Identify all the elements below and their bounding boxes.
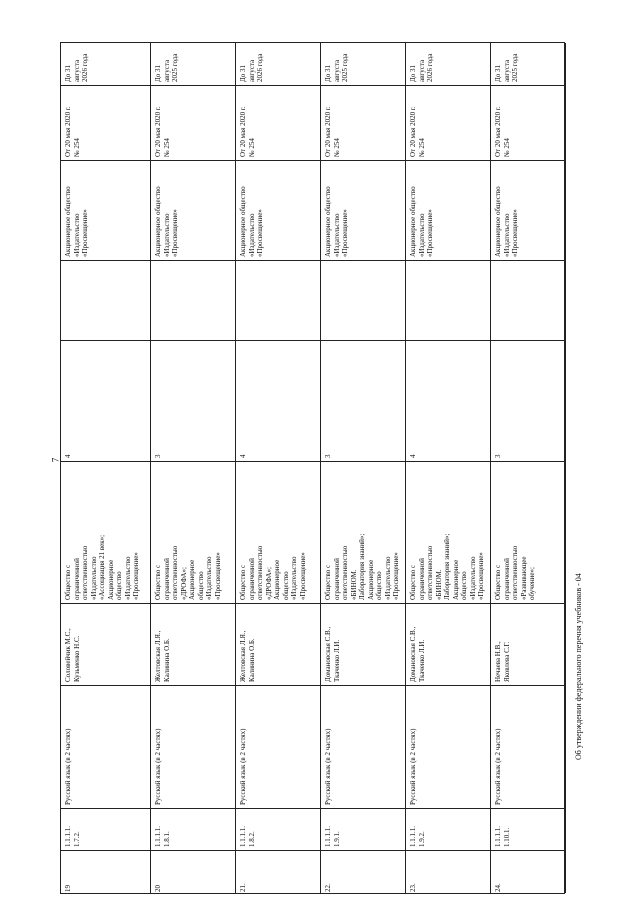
cell-text: До 31 августа 2026 года bbox=[239, 53, 264, 82]
cell-text: Домановская С.В., Ткаченко Л.И. bbox=[409, 626, 426, 682]
cell-publisher bbox=[61, 461, 151, 603]
cell-text: Русский язык (в 2 частях) bbox=[409, 728, 417, 805]
cell-code bbox=[61, 808, 151, 850]
cell-authors bbox=[491, 603, 566, 685]
cell-org bbox=[321, 160, 406, 260]
cell-title bbox=[61, 685, 151, 808]
cell-code bbox=[321, 808, 406, 850]
cell-authors bbox=[236, 603, 321, 685]
cell-text: До 31 августа 2026 года bbox=[64, 53, 89, 82]
cell-order bbox=[321, 85, 406, 160]
cell-text: Желтовская Л.Я., Калинина О.Б. bbox=[154, 630, 171, 682]
cell-empty bbox=[406, 260, 491, 340]
cell-text: 4 bbox=[239, 454, 247, 458]
cell-grade bbox=[321, 340, 406, 461]
cell-text: 1.1.1.1. 1.8.1. bbox=[154, 826, 171, 847]
cell-publisher bbox=[491, 461, 566, 603]
cell-text: 24. bbox=[494, 883, 502, 892]
cell-text: 1.1.1.1. 1.9.1. bbox=[324, 826, 341, 847]
cell-num bbox=[236, 850, 321, 895]
cell-authors bbox=[406, 603, 491, 685]
cell-empty bbox=[151, 260, 236, 340]
cell-text: От 20 мая 2020 г. № 254 bbox=[64, 106, 81, 157]
cell-order bbox=[491, 85, 566, 160]
cell-text: Русский язык (в 2 частях) bbox=[239, 728, 247, 805]
cell-num bbox=[61, 850, 151, 895]
cell-until bbox=[151, 43, 236, 85]
cell-org bbox=[406, 160, 491, 260]
cell-title bbox=[406, 685, 491, 808]
cell-text: Общество с ограниченной ответственностью «ДРОФА»; Акционерное общество «Издательство «Просвещение» bbox=[239, 545, 307, 600]
cell-until bbox=[61, 43, 151, 85]
cell-text: Русский язык (в 2 частях) bbox=[324, 728, 332, 805]
cell-text: От 20 мая 2020 г. № 254 bbox=[154, 106, 171, 157]
cell-authors bbox=[151, 603, 236, 685]
cell-until bbox=[491, 43, 566, 85]
cell-text: Русский язык (в 2 частях) bbox=[64, 728, 72, 805]
cell-title bbox=[151, 685, 236, 808]
cell-order bbox=[236, 85, 321, 160]
cell-publisher bbox=[321, 461, 406, 603]
cell-text: 1.1.1.1. 1.10.1. bbox=[494, 826, 511, 847]
cell-code bbox=[236, 808, 321, 850]
cell-order bbox=[151, 85, 236, 160]
cell-text: 19 bbox=[64, 885, 72, 892]
cell-empty bbox=[61, 260, 151, 340]
cell-text: До 31 августа 2025 года bbox=[154, 53, 179, 82]
cell-num bbox=[491, 850, 566, 895]
cell-text: Акционерное общество «Издательство «Просвещение» bbox=[494, 186, 519, 257]
cell-text: От 20 мая 2020 г. № 254 bbox=[239, 106, 256, 157]
cell-until bbox=[406, 43, 491, 85]
cell-text: 3 bbox=[154, 454, 162, 458]
cell-text: Общество с ограниченной ответственностью «БИНОМ. Лаборатория знаний»; Акционерное общество «Издательство «Просвещение» bbox=[324, 533, 400, 600]
cell-publisher bbox=[236, 461, 321, 603]
cell-org bbox=[236, 160, 321, 260]
cell-text: Русский язык (в 2 частях) bbox=[154, 728, 162, 805]
cell-text: Акционерное общество «Издательство «Просвещение» bbox=[64, 186, 89, 257]
cell-text: Акционерное общество «Издательство «Просвещение» bbox=[154, 186, 179, 257]
cell-grade bbox=[236, 340, 321, 461]
cell-text: 1.1.1.1. 1.7.2. bbox=[64, 826, 81, 847]
page-number: 7 bbox=[50, 457, 61, 463]
cell-title bbox=[321, 685, 406, 808]
cell-text: От 20 мая 2020 г. № 254 bbox=[324, 106, 341, 157]
cell-code bbox=[491, 808, 566, 850]
cell-text: 21. bbox=[239, 883, 247, 892]
cell-grade bbox=[491, 340, 566, 461]
footer-text: Об утверждении федерального перечня учебников - 04 bbox=[574, 573, 583, 760]
cell-text: От 20 мая 2020 г. № 254 bbox=[494, 106, 511, 157]
cell-num bbox=[406, 850, 491, 895]
cell-title bbox=[491, 685, 566, 808]
cell-grade bbox=[406, 340, 491, 461]
cell-text: Русский язык (в 2 частях) bbox=[494, 728, 502, 805]
cell-code bbox=[151, 808, 236, 850]
cell-title bbox=[236, 685, 321, 808]
cell-publisher bbox=[406, 461, 491, 603]
cell-text: 1.1.1.1. 1.8.2. bbox=[239, 826, 256, 847]
cell-num bbox=[151, 850, 236, 895]
cell-text: Акционерное общество «Издательство «Просвещение» bbox=[324, 186, 349, 257]
cell-num bbox=[321, 850, 406, 895]
cell-text: 1.1.1.1. 1.9.2. bbox=[409, 826, 426, 847]
cell-text: Общество с ограниченной ответственностью «Издательство «Ассоциация 21 век»; Акционерное общество «Издательство «Просвещение» bbox=[64, 534, 140, 600]
cell-text: 20 bbox=[154, 885, 162, 892]
cell-text: Общество с ограниченной ответственностью «ДРОФА»; Акционерное общество «Издательство «Просвещение» bbox=[154, 545, 222, 600]
cell-text: Акционерное общество «Издательство «Просвещение» bbox=[239, 186, 264, 257]
cell-empty bbox=[491, 260, 566, 340]
cell-text: До 31 августа 2026 года bbox=[409, 53, 434, 82]
cell-org bbox=[61, 160, 151, 260]
cell-text: 23. bbox=[409, 883, 417, 892]
cell-until bbox=[321, 43, 406, 85]
cell-org bbox=[491, 160, 566, 260]
cell-text: Акционерное общество «Издательство «Просвещение» bbox=[409, 186, 434, 257]
cell-text: До 31 августа 2025 года bbox=[324, 53, 349, 82]
cell-text: 22. bbox=[324, 883, 332, 892]
cell-org bbox=[151, 160, 236, 260]
cell-text: 3 bbox=[324, 454, 332, 458]
cell-text: Общество с ограниченной ответственностью «Развивающее обучение»; bbox=[494, 545, 536, 600]
cell-authors bbox=[321, 603, 406, 685]
cell-authors bbox=[61, 603, 151, 685]
cell-text: Желтовская Л.Я., Калинина О.Б. bbox=[239, 630, 256, 682]
cell-until bbox=[236, 43, 321, 85]
cell-code bbox=[406, 808, 491, 850]
cell-text: 3 bbox=[494, 454, 502, 458]
cell-text: До 31 августа 2025 года bbox=[494, 53, 519, 82]
cell-empty bbox=[236, 260, 321, 340]
cell-order bbox=[406, 85, 491, 160]
cell-empty bbox=[321, 260, 406, 340]
cell-publisher bbox=[151, 461, 236, 603]
cell-text: 4 bbox=[409, 454, 417, 458]
cell-text: Домановская С.В., Ткаченко Л.И. bbox=[324, 626, 341, 682]
cell-text: Соловейчик М.С., Кузьменко Н.С. bbox=[64, 628, 81, 682]
cell-text: Нечаева Н.В., Яковлева С.Г. bbox=[494, 641, 511, 682]
cell-text: 4 bbox=[64, 454, 72, 458]
cell-grade bbox=[61, 340, 151, 461]
cell-text: От 20 мая 2020 г. № 254 bbox=[409, 106, 426, 157]
cell-grade bbox=[151, 340, 236, 461]
textbook-table bbox=[60, 42, 565, 894]
cell-text: Общество с ограниченной ответственностью «БИНОМ. Лаборатория знаний»; Акционерное общество «Издательство «Просвещение» bbox=[409, 533, 485, 600]
cell-order bbox=[61, 85, 151, 160]
